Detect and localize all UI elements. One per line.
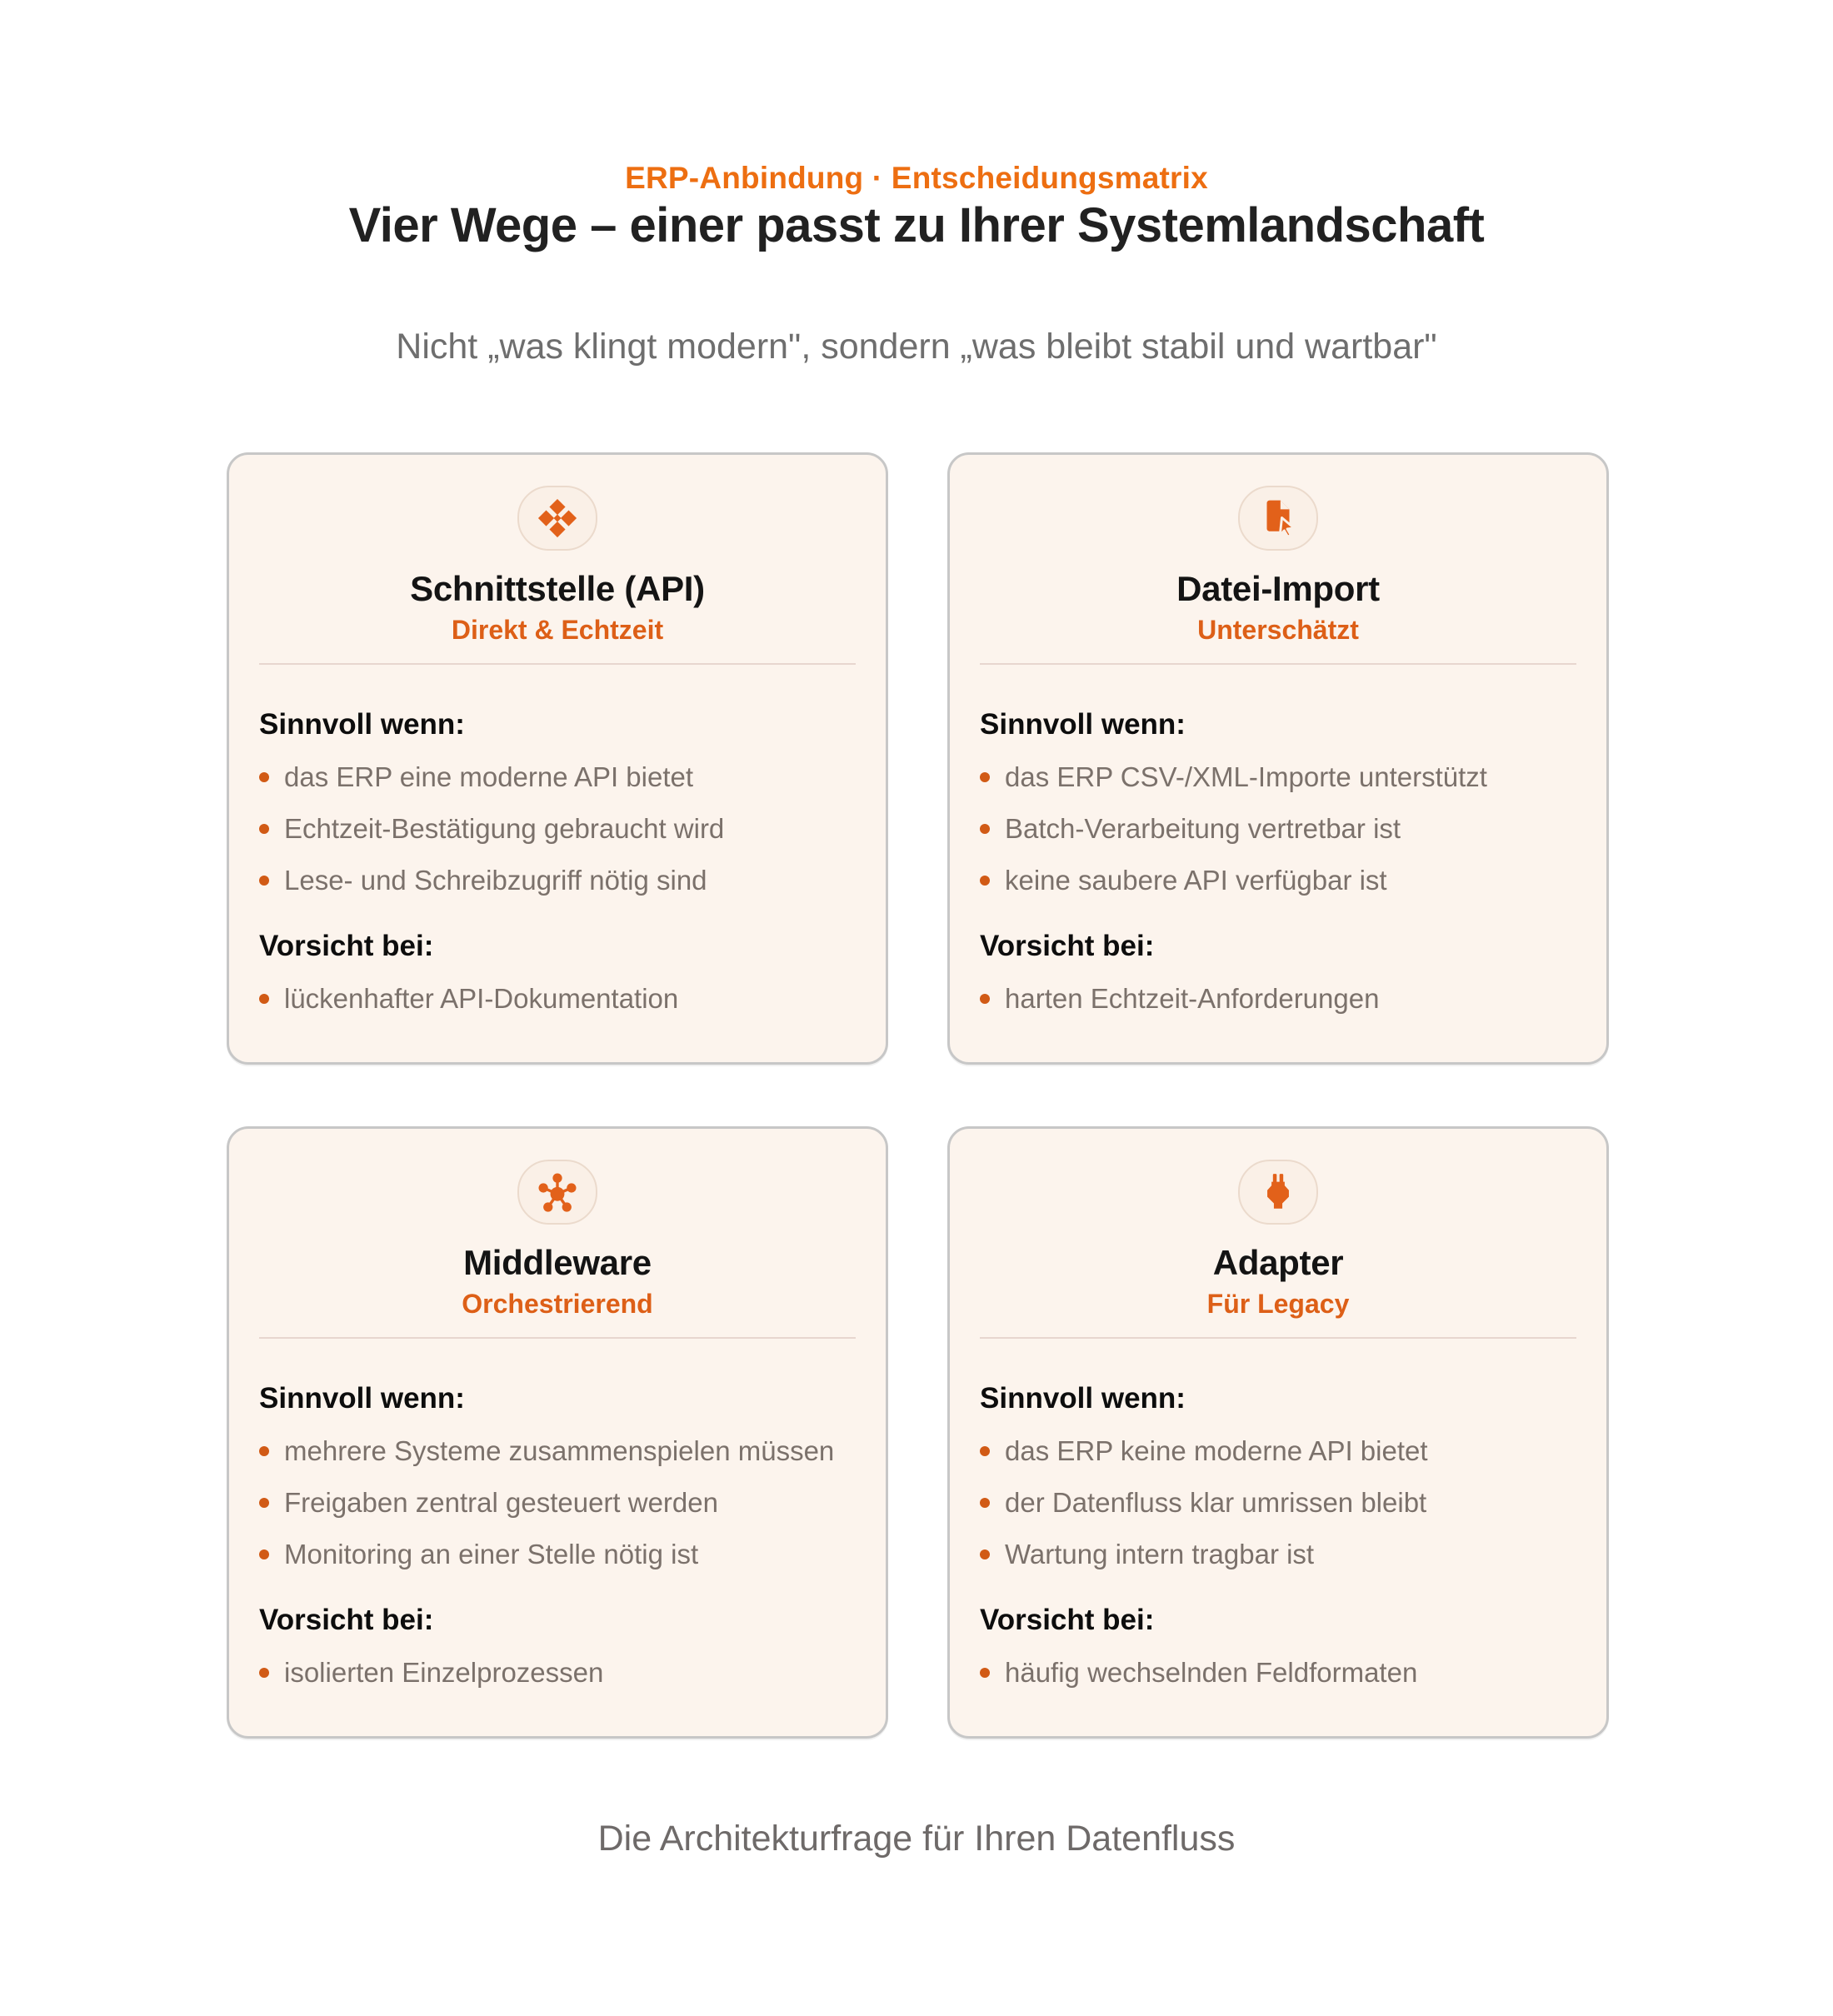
- api-connections-icon: [535, 496, 580, 541]
- card-divider: [980, 1337, 1576, 1339]
- card-adapter: [947, 1126, 1609, 1739]
- card-title: Datei-Import: [1176, 569, 1380, 608]
- list-item-text: Freigaben zentral gesteuert werden: [284, 1487, 718, 1518]
- bullet-dot-icon: [259, 1446, 269, 1456]
- legacy-plug-icon: [1256, 1170, 1301, 1215]
- page-title: Vier Wege – einer passt zu Ihrer Systemlandschaft: [348, 198, 1485, 252]
- bullet-dot-icon: [259, 1549, 269, 1559]
- icon-badge: [517, 1160, 597, 1225]
- bullet-dot-icon: [259, 876, 269, 886]
- bullet-dot-icon: [259, 824, 269, 834]
- list-item: [259, 761, 856, 793]
- list-item: [259, 865, 856, 896]
- vorsicht-header: Vorsicht bei:: [980, 1604, 1155, 1636]
- list-item-text: lückenhafter API-Dokumentation: [284, 983, 679, 1014]
- list-item-text: der Datenfluss klar umrissen bleibt: [1005, 1487, 1427, 1518]
- icon-badge: [1238, 486, 1318, 551]
- card-tagline: Direkt & Echtzeit: [451, 615, 664, 645]
- card-list: [259, 1382, 856, 1689]
- bullet-dot-icon: [980, 876, 990, 886]
- card-title: Middleware: [463, 1243, 652, 1282]
- sinnvoll-header: Sinnvoll wenn:: [259, 708, 465, 741]
- card-tagline: Orchestrierend: [462, 1289, 653, 1319]
- list-item: [980, 761, 1576, 793]
- list-item-text: das ERP keine moderne API bietet: [1005, 1435, 1428, 1466]
- list-item-text: mehrere Systeme zusammenspielen müssen: [284, 1435, 835, 1466]
- list-item: [980, 865, 1576, 896]
- list-item-text: Lese- und Schreibzugriff nötig sind: [284, 865, 707, 896]
- card-tagline: Unterschätzt: [1197, 615, 1359, 645]
- bullet-dot-icon: [259, 1498, 269, 1508]
- bullet-dot-icon: [980, 1498, 990, 1508]
- list-item-text: Monitoring an einer Stelle nötig ist: [284, 1539, 699, 1569]
- card-divider: [259, 663, 856, 665]
- list-item-text: Wartung intern tragbar ist: [1005, 1539, 1315, 1569]
- bullet-dot-icon: [259, 994, 269, 1004]
- list-item: [980, 1435, 1576, 1467]
- bullet-dot-icon: [259, 1668, 269, 1678]
- footer-caption: Die Architekturfrage für Ihren Datenfluss: [597, 1819, 1236, 1859]
- bullet-dot-icon: [980, 994, 990, 1004]
- bullet-dot-icon: [980, 1549, 990, 1559]
- list-item: [259, 813, 856, 845]
- page-subtitle: Nicht „was klingt modern", sondern „was bleibt stabil und wartbar": [396, 327, 1437, 367]
- list-item-text: das ERP CSV-/XML-Importe unterstützt: [1005, 761, 1487, 792]
- list-item-text: Echtzeit-Bestätigung gebraucht wird: [284, 813, 725, 844]
- list-item-text: harten Echtzeit-Anforderungen: [1005, 983, 1380, 1014]
- middleware-hub-icon: [535, 1170, 580, 1215]
- card-datei-import: [947, 452, 1609, 1065]
- icon-badge: [1238, 1160, 1318, 1225]
- sinnvoll-header: Sinnvoll wenn:: [980, 708, 1186, 741]
- list-item: [980, 1487, 1576, 1519]
- bullet-dot-icon: [259, 772, 269, 782]
- vorsicht-header: Vorsicht bei:: [980, 930, 1155, 962]
- card-middleware: [227, 1126, 888, 1739]
- card-divider: [980, 663, 1576, 665]
- sinnvoll-header: Sinnvoll wenn:: [980, 1382, 1186, 1415]
- list-item-text: das ERP eine moderne API bietet: [284, 761, 694, 792]
- bullet-dot-icon: [980, 824, 990, 834]
- card-list: [980, 1382, 1576, 1689]
- card-divider: [259, 1337, 856, 1339]
- list-item: [259, 1539, 856, 1570]
- list-item: [259, 1657, 856, 1689]
- list-item-text: isolierten Einzelprozessen: [284, 1657, 604, 1688]
- card-list: [259, 708, 856, 1015]
- card-grid: [227, 452, 1609, 1739]
- file-import-icon: [1256, 496, 1301, 541]
- list-item: [980, 1539, 1576, 1570]
- vorsicht-header: Vorsicht bei:: [259, 1604, 434, 1636]
- sinnvoll-header: Sinnvoll wenn:: [259, 1382, 465, 1415]
- list-item: [980, 813, 1576, 845]
- icon-badge: [517, 486, 597, 551]
- list-item-text: keine saubere API verfügbar ist: [1005, 865, 1387, 896]
- card-tagline: Für Legacy: [1206, 1289, 1350, 1319]
- card-title: Adapter: [1212, 1243, 1344, 1282]
- list-item-text: Batch-Verarbeitung vertretbar ist: [1005, 813, 1401, 844]
- list-item: [980, 1657, 1576, 1689]
- bullet-dot-icon: [980, 772, 990, 782]
- page-eyebrow: ERP-Anbindung · Entscheidungsmatrix: [625, 161, 1208, 195]
- list-item: [259, 983, 856, 1015]
- list-item: [980, 983, 1576, 1015]
- vorsicht-header: Vorsicht bei:: [259, 930, 434, 962]
- card-list: [980, 708, 1576, 1015]
- list-item-text: häufig wechselnden Feldformaten: [1005, 1657, 1418, 1688]
- card-title: Schnittstelle (API): [410, 569, 705, 608]
- bullet-dot-icon: [980, 1668, 990, 1678]
- bullet-dot-icon: [980, 1446, 990, 1456]
- list-item: [259, 1435, 856, 1467]
- card-schnittstelle-api: [227, 452, 888, 1065]
- list-item: [259, 1487, 856, 1519]
